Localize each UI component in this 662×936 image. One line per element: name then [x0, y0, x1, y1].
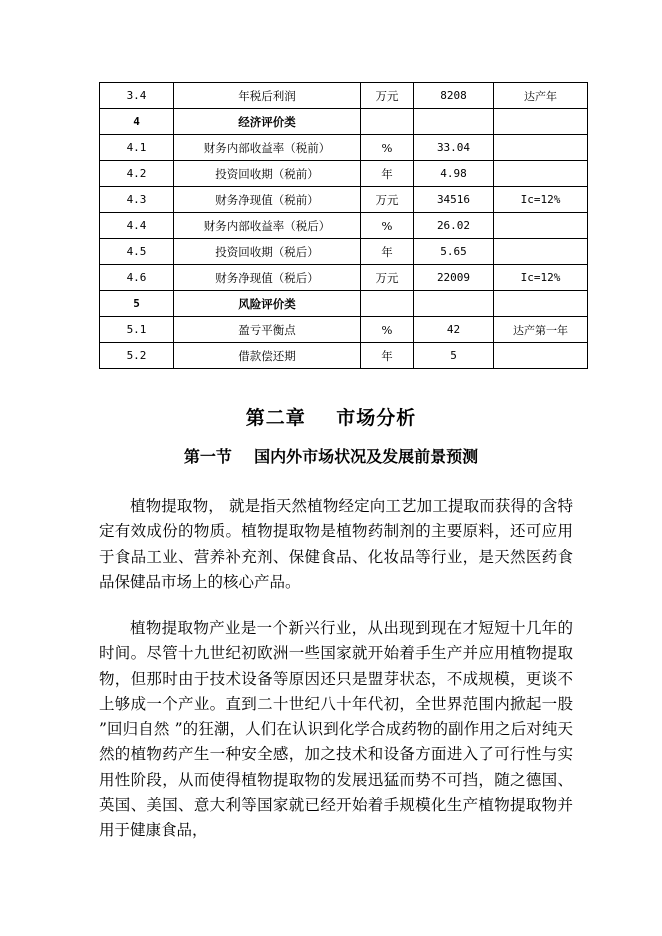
- row-unit: 年: [361, 161, 414, 187]
- row-unit: %: [361, 317, 414, 343]
- row-note: [494, 239, 588, 265]
- row-unit: 万元: [361, 187, 414, 213]
- row-value: [414, 109, 494, 135]
- table-row: [100, 187, 588, 213]
- row-value: [414, 291, 494, 317]
- row-value: 34516: [414, 187, 494, 213]
- row-item: 风险评价类: [174, 291, 361, 317]
- row-note: [494, 343, 588, 369]
- row-number: 4.2: [100, 161, 174, 187]
- table-row: [100, 239, 588, 265]
- table-body: [100, 83, 588, 369]
- row-number: 4.1: [100, 135, 174, 161]
- paragraph-2: 植物提取物产业是一个新兴行业，从出现到现在才短短十几年的时间。尽管十九世纪初欧洲一些国家就开始着手生产并应用植物提取物，但那时由于技术设备等原因还只是盟芽状态，不成规模，更谈不上够成一个产业。直到二十世纪八十年代初，全世界范围内掀起一股 ”回归自然 ”的狂潮，人们在认识到化学合成药物的副作用之后对纯天然的植物药产生一种安全感，加之技术和设备方面进入了可行性与实用性阶段，从而使得植物提取物的发展迅猛而势不可挡，随之德国、英国、美国、意大利等国家就已经开始着手规模化生产植物提取物并用于健康食品，: [99, 619, 573, 840]
- row-number: 5.1: [100, 317, 174, 343]
- row-note: Ic=12%: [494, 265, 588, 291]
- row-note: 达产年: [494, 83, 588, 109]
- row-note: [494, 161, 588, 187]
- row-item: 盈亏平衡点: [174, 317, 361, 343]
- row-item: 投资回收期（税后）: [174, 239, 361, 265]
- row-value: 33.04: [414, 135, 494, 161]
- table-row: [100, 83, 588, 109]
- row-value: 42: [414, 317, 494, 343]
- table-row: [100, 161, 588, 187]
- row-item: 投资回收期（税前）: [174, 161, 361, 187]
- row-item: 财务内部收益率（税后）: [174, 213, 361, 239]
- row-number: 3.4: [100, 83, 174, 109]
- row-unit: 年: [361, 343, 414, 369]
- row-item: 财务内部收益率（税前）: [174, 135, 361, 161]
- row-note: 达产第一年: [494, 317, 588, 343]
- row-value: 22009: [414, 265, 494, 291]
- row-unit: %: [361, 135, 414, 161]
- row-value: 5: [414, 343, 494, 369]
- table-row: [100, 343, 588, 369]
- chapter-title: 第二章 市场分析: [245, 407, 417, 429]
- row-note: [494, 213, 588, 239]
- row-value: 8208: [414, 83, 494, 109]
- table-row: [100, 317, 588, 343]
- row-number: 4.5: [100, 239, 174, 265]
- row-number: 5.2: [100, 343, 174, 369]
- row-value: 4.98: [414, 161, 494, 187]
- table-row: [100, 291, 588, 317]
- row-unit: 万元: [361, 265, 414, 291]
- row-number: 4.3: [100, 187, 174, 213]
- financial-indicator-table: [99, 82, 588, 369]
- section-title: 第一节 国内外市场状况及发展前景预测: [183, 447, 479, 466]
- row-number: 5: [100, 291, 174, 317]
- row-note: Ic=12%: [494, 187, 588, 213]
- row-note: [494, 135, 588, 161]
- row-unit: [361, 109, 414, 135]
- row-item: 年税后利润: [174, 83, 361, 109]
- row-value: 26.02: [414, 213, 494, 239]
- table-row: [100, 265, 588, 291]
- paragraph-1: 植物提取物， 就是指天然植物经定向工艺加工提取而获得的含特定有效成份的物质。植物提取物是植物药制剂的主要原料，还可应用于食品工业、营养补充剂、保健食品、化妆品等行业，是天然医药食品保健品市场上的核心产品。: [99, 497, 573, 591]
- row-note: [494, 109, 588, 135]
- row-note: [494, 291, 588, 317]
- row-number: 4: [100, 109, 174, 135]
- table-row: [100, 135, 588, 161]
- row-item: 借款偿还期: [174, 343, 361, 369]
- row-unit: %: [361, 213, 414, 239]
- row-item: 财务净现值（税前）: [174, 187, 361, 213]
- row-item: 财务净现值（税后）: [174, 265, 361, 291]
- row-unit: 万元: [361, 83, 414, 109]
- row-unit: [361, 291, 414, 317]
- row-item: 经济评价类: [174, 109, 361, 135]
- row-number: 4.6: [100, 265, 174, 291]
- row-unit: 年: [361, 239, 414, 265]
- table-row: [100, 109, 588, 135]
- row-value: 5.65: [414, 239, 494, 265]
- table-row: [100, 213, 588, 239]
- row-number: 4.4: [100, 213, 174, 239]
